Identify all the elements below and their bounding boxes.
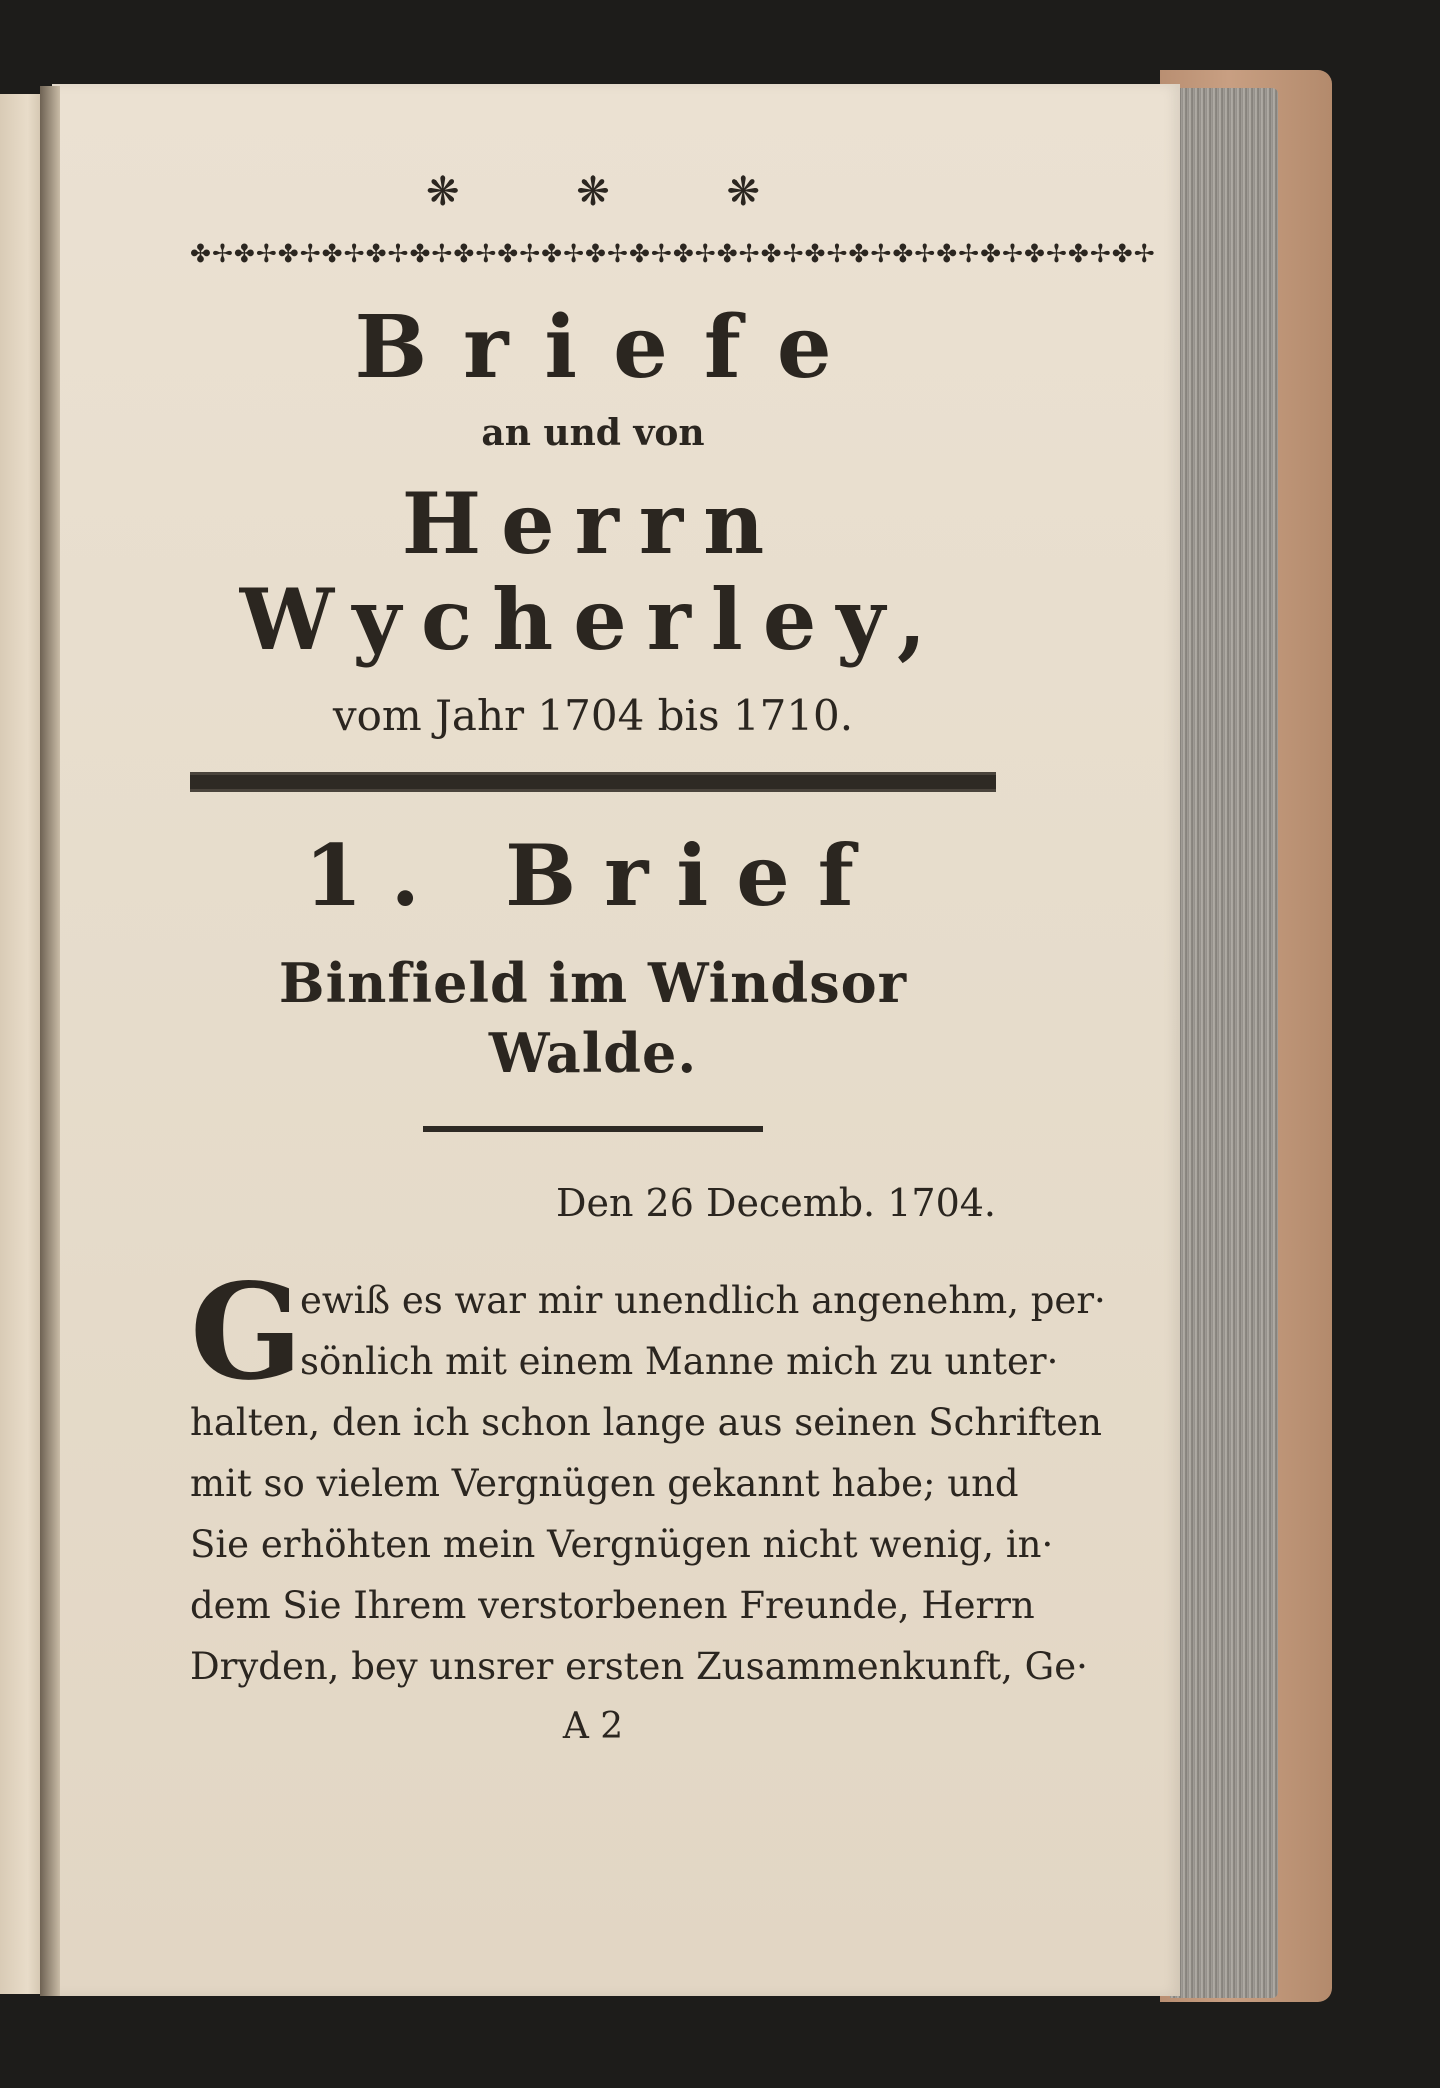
flower-ornament-icon: ❋	[576, 169, 662, 215]
drop-cap: G	[190, 1255, 303, 1410]
page-signature: A 2	[562, 1706, 624, 1747]
page-content	[190, 162, 1156, 1751]
letter-heading: 1. Brief	[304, 826, 882, 925]
body-line: mit so vielem Vergnügen gekannt habe; und	[190, 1462, 1019, 1505]
flower-ornament-icon: ❋	[726, 169, 812, 215]
letter-body	[190, 1255, 1106, 1697]
page-edges	[1170, 88, 1278, 1998]
author-name: Herrn Wycherley,	[239, 474, 947, 669]
page-title: Briefe	[354, 297, 868, 398]
body-line: halten, den ich schon lange aus seinen Schriften	[190, 1401, 1103, 1444]
decorative-border: ✤✢✤✢✤✢✤✢✤✢✤✢✤✢✤✢✤✢✤✢✤✢✤✢✤✢✤✢✤✢✤✢✤✢✤✢✤✢✤✢✤✢✤✢	[190, 239, 1156, 268]
body-line: sönlich mit einem Manne mich zu unter·	[300, 1340, 1059, 1383]
subtitle: an und von	[481, 412, 705, 454]
letter-date: Den 26 Decemb. 1704.	[556, 1181, 996, 1225]
body-line: Sie erhöhten mein Vergnügen nicht wenig, in·	[190, 1523, 1054, 1566]
year-range: vom Jahr 1704 bis 1710.	[332, 691, 854, 740]
flower-ornament-icon: ❋	[426, 169, 512, 215]
body-line: dem Sie Ihrem verstorbenen Freunde, Herrn	[190, 1584, 1035, 1627]
spine-shadow	[40, 86, 60, 1996]
ornament-row	[242, 162, 996, 222]
short-divider	[423, 1126, 763, 1132]
letter-place: Binfield im Windsor Walde.	[278, 951, 908, 1085]
body-line: ewiß es war mir unendlich angenehm, per·	[300, 1279, 1106, 1322]
thick-divider	[190, 772, 996, 792]
body-line: Dryden, bey unsrer ersten Zusammenkunft, Ge·	[190, 1645, 1088, 1688]
